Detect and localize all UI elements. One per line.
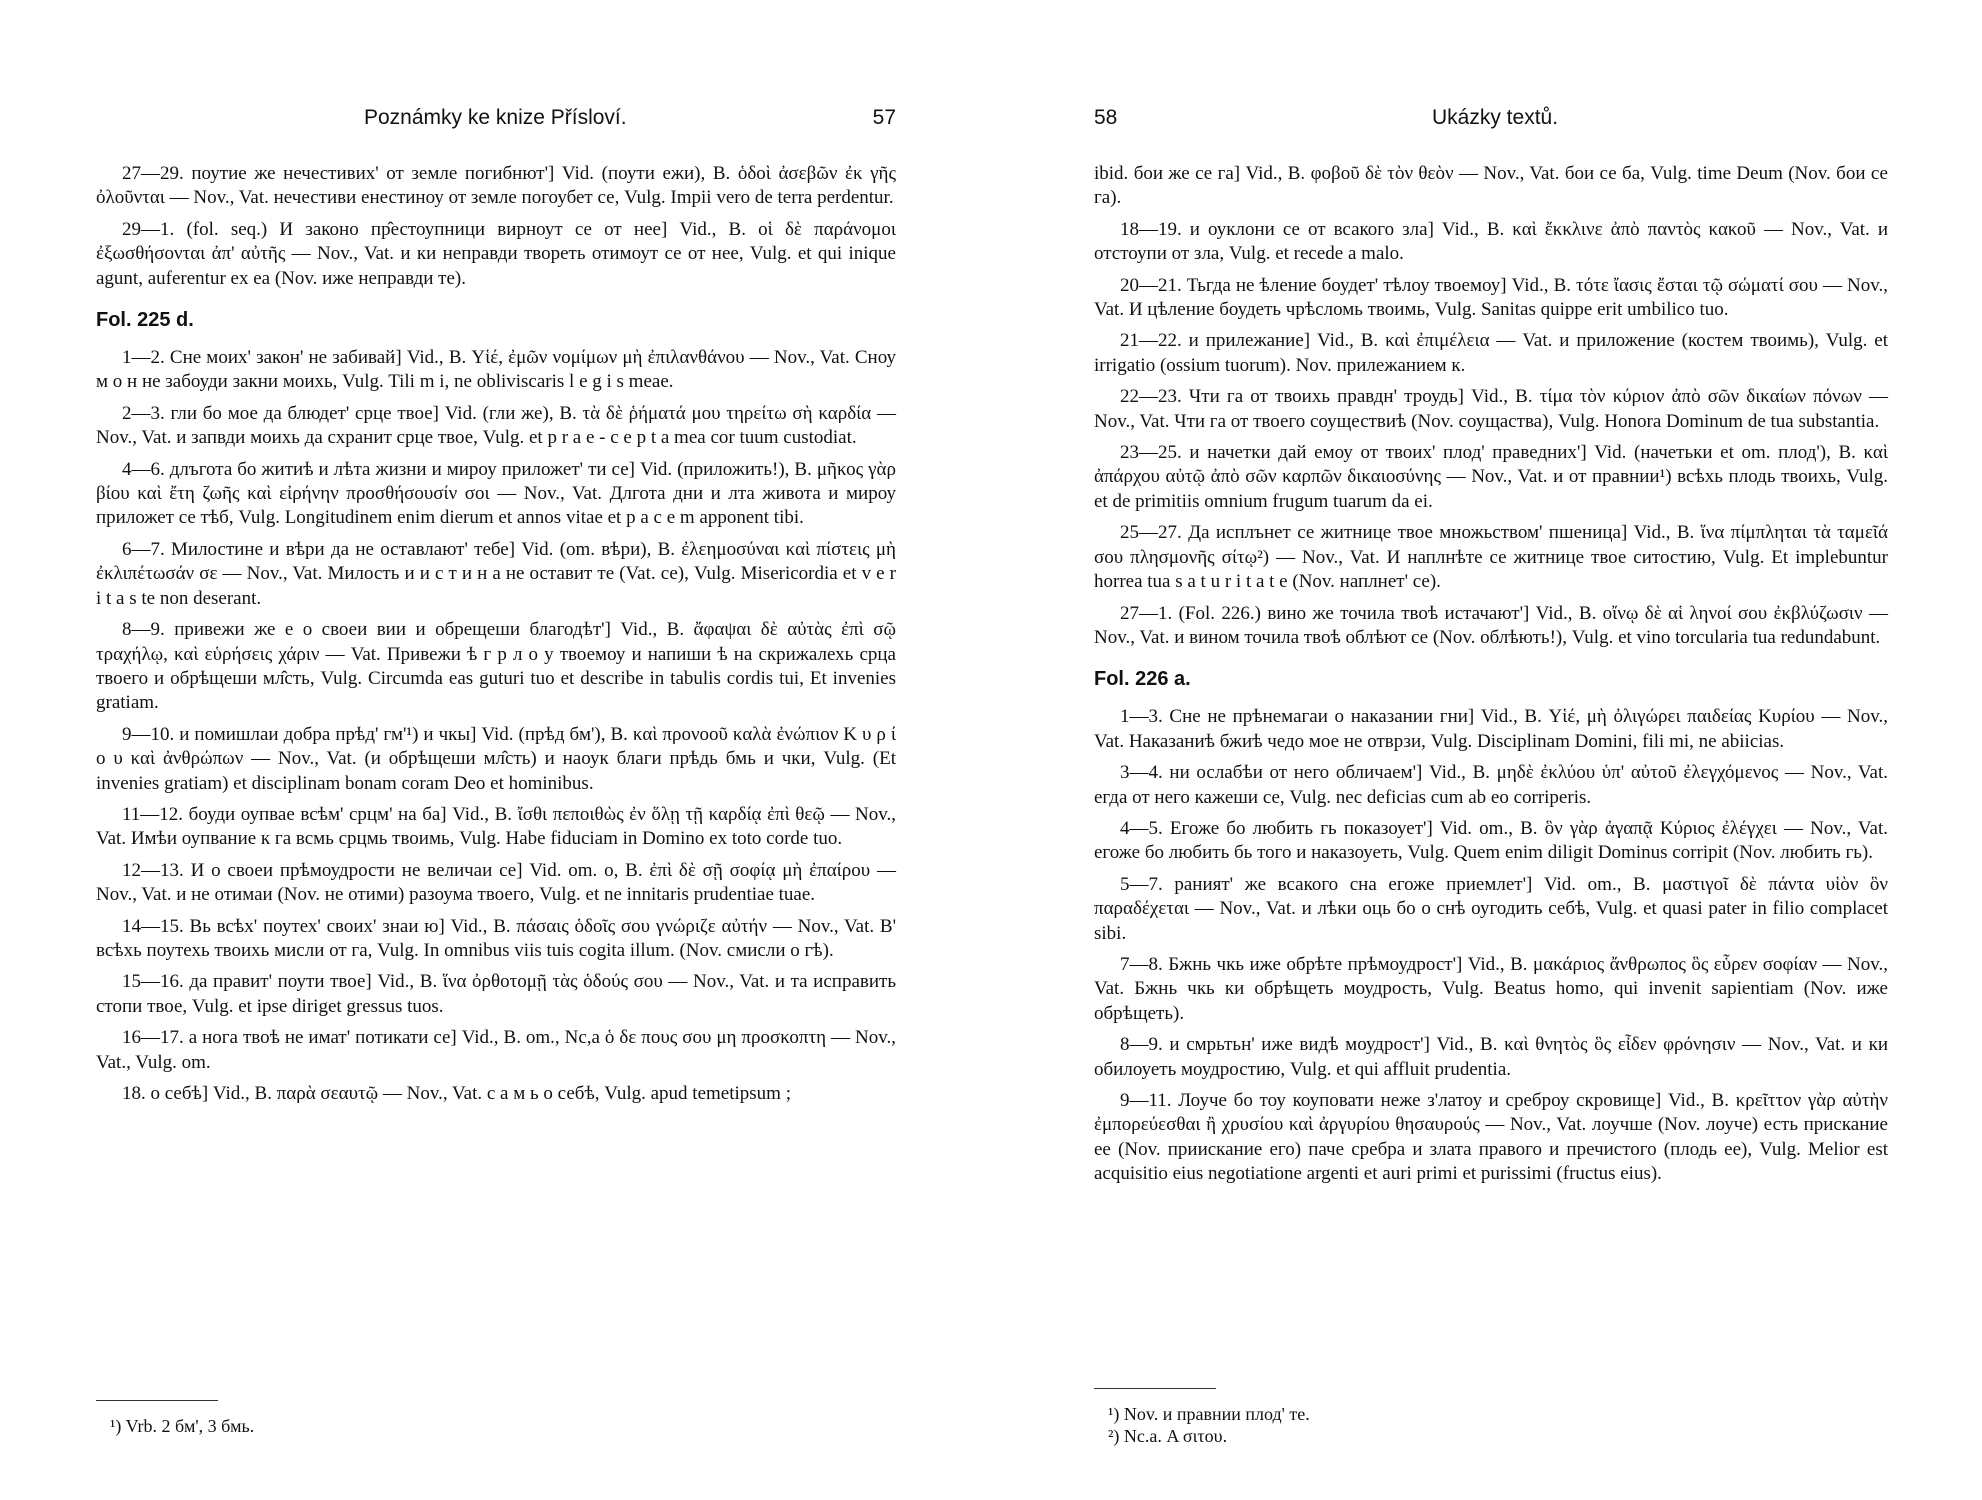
footnote-rule [96, 1400, 218, 1401]
commentary-paragraph: 5—7. раният' же всакого сна егоже приемлет'] Vid. om., B. μαστιγοῖ δὲ πάντα υἱὸν ὃν παραδέχεται — Nov., Vat. и лѣки оць бо о снѣ оугодить себѣ, Vulg. et quasi pater in filio complacet sibi. [1094, 873, 1888, 944]
commentary-paragraph: 11—12. боуди оупвае всѣм' срцм' на ба] Vid., B. ἴσθι πεποιθὼς ἐν ὅλῃ τῇ καρδίᾳ ἐπὶ θεῷ — Nov., Vat. Имѣи оупвание к га всмь срцмь твоимь, Vulg. Habe fiduciam in Domino ex toto corde tuo. [96, 803, 896, 850]
page-number: 57 [872, 106, 896, 129]
running-head [1094, 106, 1888, 136]
commentary-paragraph: 18—19. и оуклони се от всакого зла] Vid., B. καὶ ἔκκλινε ἀπὸ παντὸς κακοῦ — Nov., Vat. и отстоупи от зла, Vulg. et recede a malo. [1094, 218, 1888, 265]
running-head [96, 106, 896, 136]
commentary-paragraph: 4—6. длъгота бо житиѣ и лѣта жизни и мироу приложет' ти се] Vid. (приложить!), B. μῆκος γὰρ βίου καὶ ἔτη ζωῆς καὶ εἰρήνην προσθήσουσίν σοι — Nov., Vat. Длгота дни и лта живота и мироу приложет се тѣб, Vulg. Longitudinem enim dierum et annos vitae et p a c e m apponent tibi. [96, 458, 896, 529]
folio-heading: Fol. 225 d. [96, 309, 194, 332]
footnotes [1094, 1388, 1888, 1447]
commentary-paragraph: 27—29. поутие же нечестивих' от земле погибнют'] Vid. (поути ежи), B. ὁδοὶ ἀσεβῶν ἐκ γῆς ὀλοῦνται — Nov., Vat. нечестиви енестиноу от земле погоубет се, Vulg. Impii vero de terra perdentur. [96, 163, 896, 209]
folio-heading: Fol. 226 a. [1094, 668, 1191, 691]
commentary-paragraph: 21—22. и прилежание] Vid., B. καὶ ἐπιμέλεια — Vat. и приложение (костем твоимь), Vulg. et irrigatio (ossium tuorum). Nov. прилежанием к. [1094, 330, 1888, 376]
commentary-paragraph: 8—9. и смрьтьн' иже видѣ моудрост'] Vid., B. καὶ θνητὸς ὃς εἶδεν φρόνησιν — Nov., Vat. и ки обилоуеть моудростию, Vulg. et qui affluit prudentia. [1094, 1034, 1888, 1080]
commentary-paragraph: 18. о себѣ] Vid., B. παρὰ σεαυτῷ — Nov., Vat. с а м ь о себѣ, Vulg. apud temetipsum ; [122, 1083, 791, 1104]
footnote-rule [1094, 1388, 1216, 1389]
commentary-paragraph: 25—27. Да исплънет се житнице твое множьством' пшеница] Vid., B. ἵνα πίμπληται τὰ ταμεῖά σου πλησμονῆς σίτῳ²) — Nov., Vat. И наплнѣте се житнице твое ситостию, Vulg. Et implebuntur horrea tua s a t u r i t a t e (Nov. наплнет' се). [1094, 522, 1888, 593]
commentary-paragraph: 14—15. Вь всѣх' поутех' своих' знаи ю] Vid., B. πάσαις ὁδοῖς σου γνώριζε αὐτήν — Nov., Vat. В' всѣхь поутехь твоихь мисли от га, Vulg. In omnibus viis tuis cogita illum. (Nov. смисли о гѣ). [96, 915, 896, 961]
right-page [1094, 0, 1888, 1500]
commentary-paragraph: 6—7. Милостине и вѣри да не оставлают' тебе] Vid. (om. вѣри), B. ἐλεημοσύναι καὶ πίστεις μὴ ἐκλιπέτωσάν σε — Nov., Vat. Милость и и с т и н а не оставит те (Vat. се), Vulg. Misericordia et v e r i t a s te non deserant. [96, 538, 896, 609]
commentary-paragraph: 29—1. (fol. seq.) И законо пр̂естоупници вирноут се от нее] Vid., B. οἱ δὲ παράνομοι ἐξωσθήσονται ἀπ' αὐτῆς — Nov., Vat. и ки неправди твореть отимоут се от нее, Vulg. et qui inique agunt, auferentur ex ea (Nov. иже неправди те). [96, 218, 896, 289]
commentary-paragraph: 12—13. И о своеи прѣмоудрости не величаи се] Vid. om. o, B. ἐπὶ δὲ σῇ σοφίᾳ μὴ ἐπαίρου — Nov., Vat. и не отимаи (Nov. не отими) разоума твоего, Vulg. et ne innitaris prudentiae tuae. [96, 859, 896, 906]
commentary-paragraph: 27—1. (Fol. 226.) вино же точила твоѣ истачают'] Vid., B. οἴνῳ δὲ αἱ ληνοί σου ἐκβλύζωσιν — Nov., Vat. и вином точила твоѣ облѣют се (Nov. облѣють!), Vulg. et vino torcularia tua redundabunt. [1094, 602, 1888, 648]
commentary-paragraph: 1—3. Сне не прѣнемагаи о наказании гни] Vid., B. Υἱέ, μὴ ὀλιγώρει παιδείας Κυρίου — Nov., Vat. Наказаниѣ бжиѣ чедо мое не отврзи, Vulg. Disciplinam Domini, fili mi, ne abiicias. [1094, 706, 1888, 752]
footnote: ¹) Vrb. 2 бм', 3 бмь. [110, 1416, 255, 1436]
footnote: ²) Nc.a. Α σιτου. [1108, 1426, 1228, 1446]
commentary-paragraph: 9—11. Лоуче бо тоу коуповати неже з'латоу и среброу скровище] Vid., B. κρεῖττον γὰρ αὐτὴν ἐμπορεύεσθαι ἢ χρυσίου καὶ ἀργυρίου θησαυρούς — Nov., Vat. лоучше (Nov. лоуче) есть прискание ее (Nov. приискание его) паче сребра и злата правого и пречистого (плодь ее), Vulg. Melior est acquisitio eius negotiatione argenti et auri primi et purissimi (fructus eius). [1094, 1090, 1888, 1185]
footnote: ¹) Nov. и правнии плод' те. [1108, 1404, 1310, 1424]
commentary-paragraph: 1—2. Сне моих' закон' не забивай] Vid., B. Υἱέ, ἐμῶν νομίμων μὴ ἐπιλανθάνου — Nov., Vat. Сноу м о н не забоуди закни моихь, Vulg. Tili m i, ne obliviscaris l e g i s meae. [96, 347, 896, 393]
page-number: 58 [1094, 106, 1118, 129]
left-page [96, 0, 896, 1500]
commentary-paragraph: 7—8. Бжнь чкь иже обрѣте прѣмоудрост'] Vid., B. μακάριος ἄνθρωπος ὃς εὗρεν σοφίαν — Nov., Vat. Бжнь чкь ки обрѣщеть моудрость, Vulg. Beatus homo, qui invenit sapientiam (Nov. иже обрѣщеть). [1094, 953, 1888, 1024]
footnotes [96, 1400, 896, 1437]
commentary-paragraph: 23—25. и начетки дай емоу от твоих' плод' праведних'] Vid. (начетьки et om. плод'), B. καὶ ἀπάρχου αὐτῷ ἀπὸ σῶν καρπῶν δικαιοσύνης — Nov., Vat. и от правнии¹) всѣхь плодь твоихь, Vulg. et de primitiis omnium frugum tuarum da ei. [1094, 442, 1888, 512]
running-title: Poznámky ke knize Přísloví. [364, 106, 627, 129]
commentary-paragraph: 4—5. Егоже бо любить гь показоует'] Vid. om., B. ὃν γὰρ ἀγαπᾷ Κύριος ἐλέγχει — Nov., Vat. егоже бо любить бь того и наказоуеть, Vulg. Quem enim diligit Dominus corripit (Nov. любить гь). [1094, 817, 1888, 864]
commentary-paragraph: 8—9. привежи же е о своеи вии и обрещеши благодѣт'] Vid., B. ἄφαψαι δὲ αὐτὰς ἐπὶ σῷ τραχήλῳ, καὶ εὑρήσεις χάριν — Vat. Привежи ѣ г р л о у твоемоу и напиши ѣ на скрижалехь срца твоего и обрѣщеши мл̂сть, Vulg. Circumda eas guturi tuo et describe in tabulis cordis tui, Et invenies gratiam. [96, 619, 896, 714]
commentary-paragraph: ibid. бои же се га] Vid., B. φοβοῦ δὲ τὸν θεὸν — Nov., Vat. бои се ба, Vulg. time Deum (Nov. бои се га). [1094, 163, 1888, 209]
commentary-paragraph: 22—23. Чти га от твоихь правдн' троудь] Vid., B. τίμα τὸν κύριον ἀπὸ σῶν δικαίων πόνων — Nov., Vat. Чти га от твоего соуществиѣ (Nov. соущаства), Vulg. Honora Dominum de tua substantia. [1094, 386, 1888, 432]
running-title: Ukázky textů. [1432, 106, 1559, 129]
commentary-paragraph: 2—3. гли бо мое да блюдет' срце твое] Vid. (гли же), B. τὰ δὲ ῥήματά μου τηρείτω σὴ καρδία — Nov., Vat. и запвди моихь да схранит срце твое, Vulg. et p r a e - c e p t a mea cor tuum custodiat. [96, 402, 896, 449]
commentary-paragraph: 9—10. и помишлаи добра прѣд' гм'¹) и чкы] Vid. (прѣд бм'), B. καὶ προνοοῦ καλὰ ἐνώπιον Κ υ ρ ί ο υ καὶ ἀνθρώπων — Nov., Vat. (и обрѣщеши мл̂сть) и наоук благи прѣдь бмь и чки, Vulg. (Et invenies gratiam) et disciplinam bonam coram Deo et hominibus. [96, 723, 896, 794]
page-body [96, 162, 896, 1113]
commentary-paragraph: 15—16. да правит' поути твое] Vid., B. ἵνα ὀρθοτομῇ τὰς ὁδούς σου — Nov., Vat. и та исправить стопи твое, Vulg. et ipse diriget gressus tuos. [96, 971, 896, 1017]
commentary-paragraph: 20—21. Тьгда не ѣление боудет' тѣлоу твоемоу] Vid., B. τότε ἴασις ἔσται τῷ σώματί σου — Nov., Vat. И цѣление боудеть чрѣсломь твоимь, Vulg. Sanitas quippe erit umbilico tuo. [1094, 274, 1888, 321]
commentary-paragraph: 3—4. ни ослабѣи от него обличаем'] Vid., B. μηδὲ ἐκλύου ὑπ' αὐτοῦ ἐλεγχόμενος — Nov., Vat. егда от него кажеши се, Vulg. nec deficias cum ab eo corriperis. [1094, 762, 1888, 808]
page-body [1094, 162, 1888, 1194]
commentary-paragraph: 16—17. а нога твоѣ не имат' потикати се] Vid., B. om., Nc,a ὁ δε πους σου μη προσκοπτη — Nov., Vat., Vulg. om. [96, 1027, 896, 1073]
